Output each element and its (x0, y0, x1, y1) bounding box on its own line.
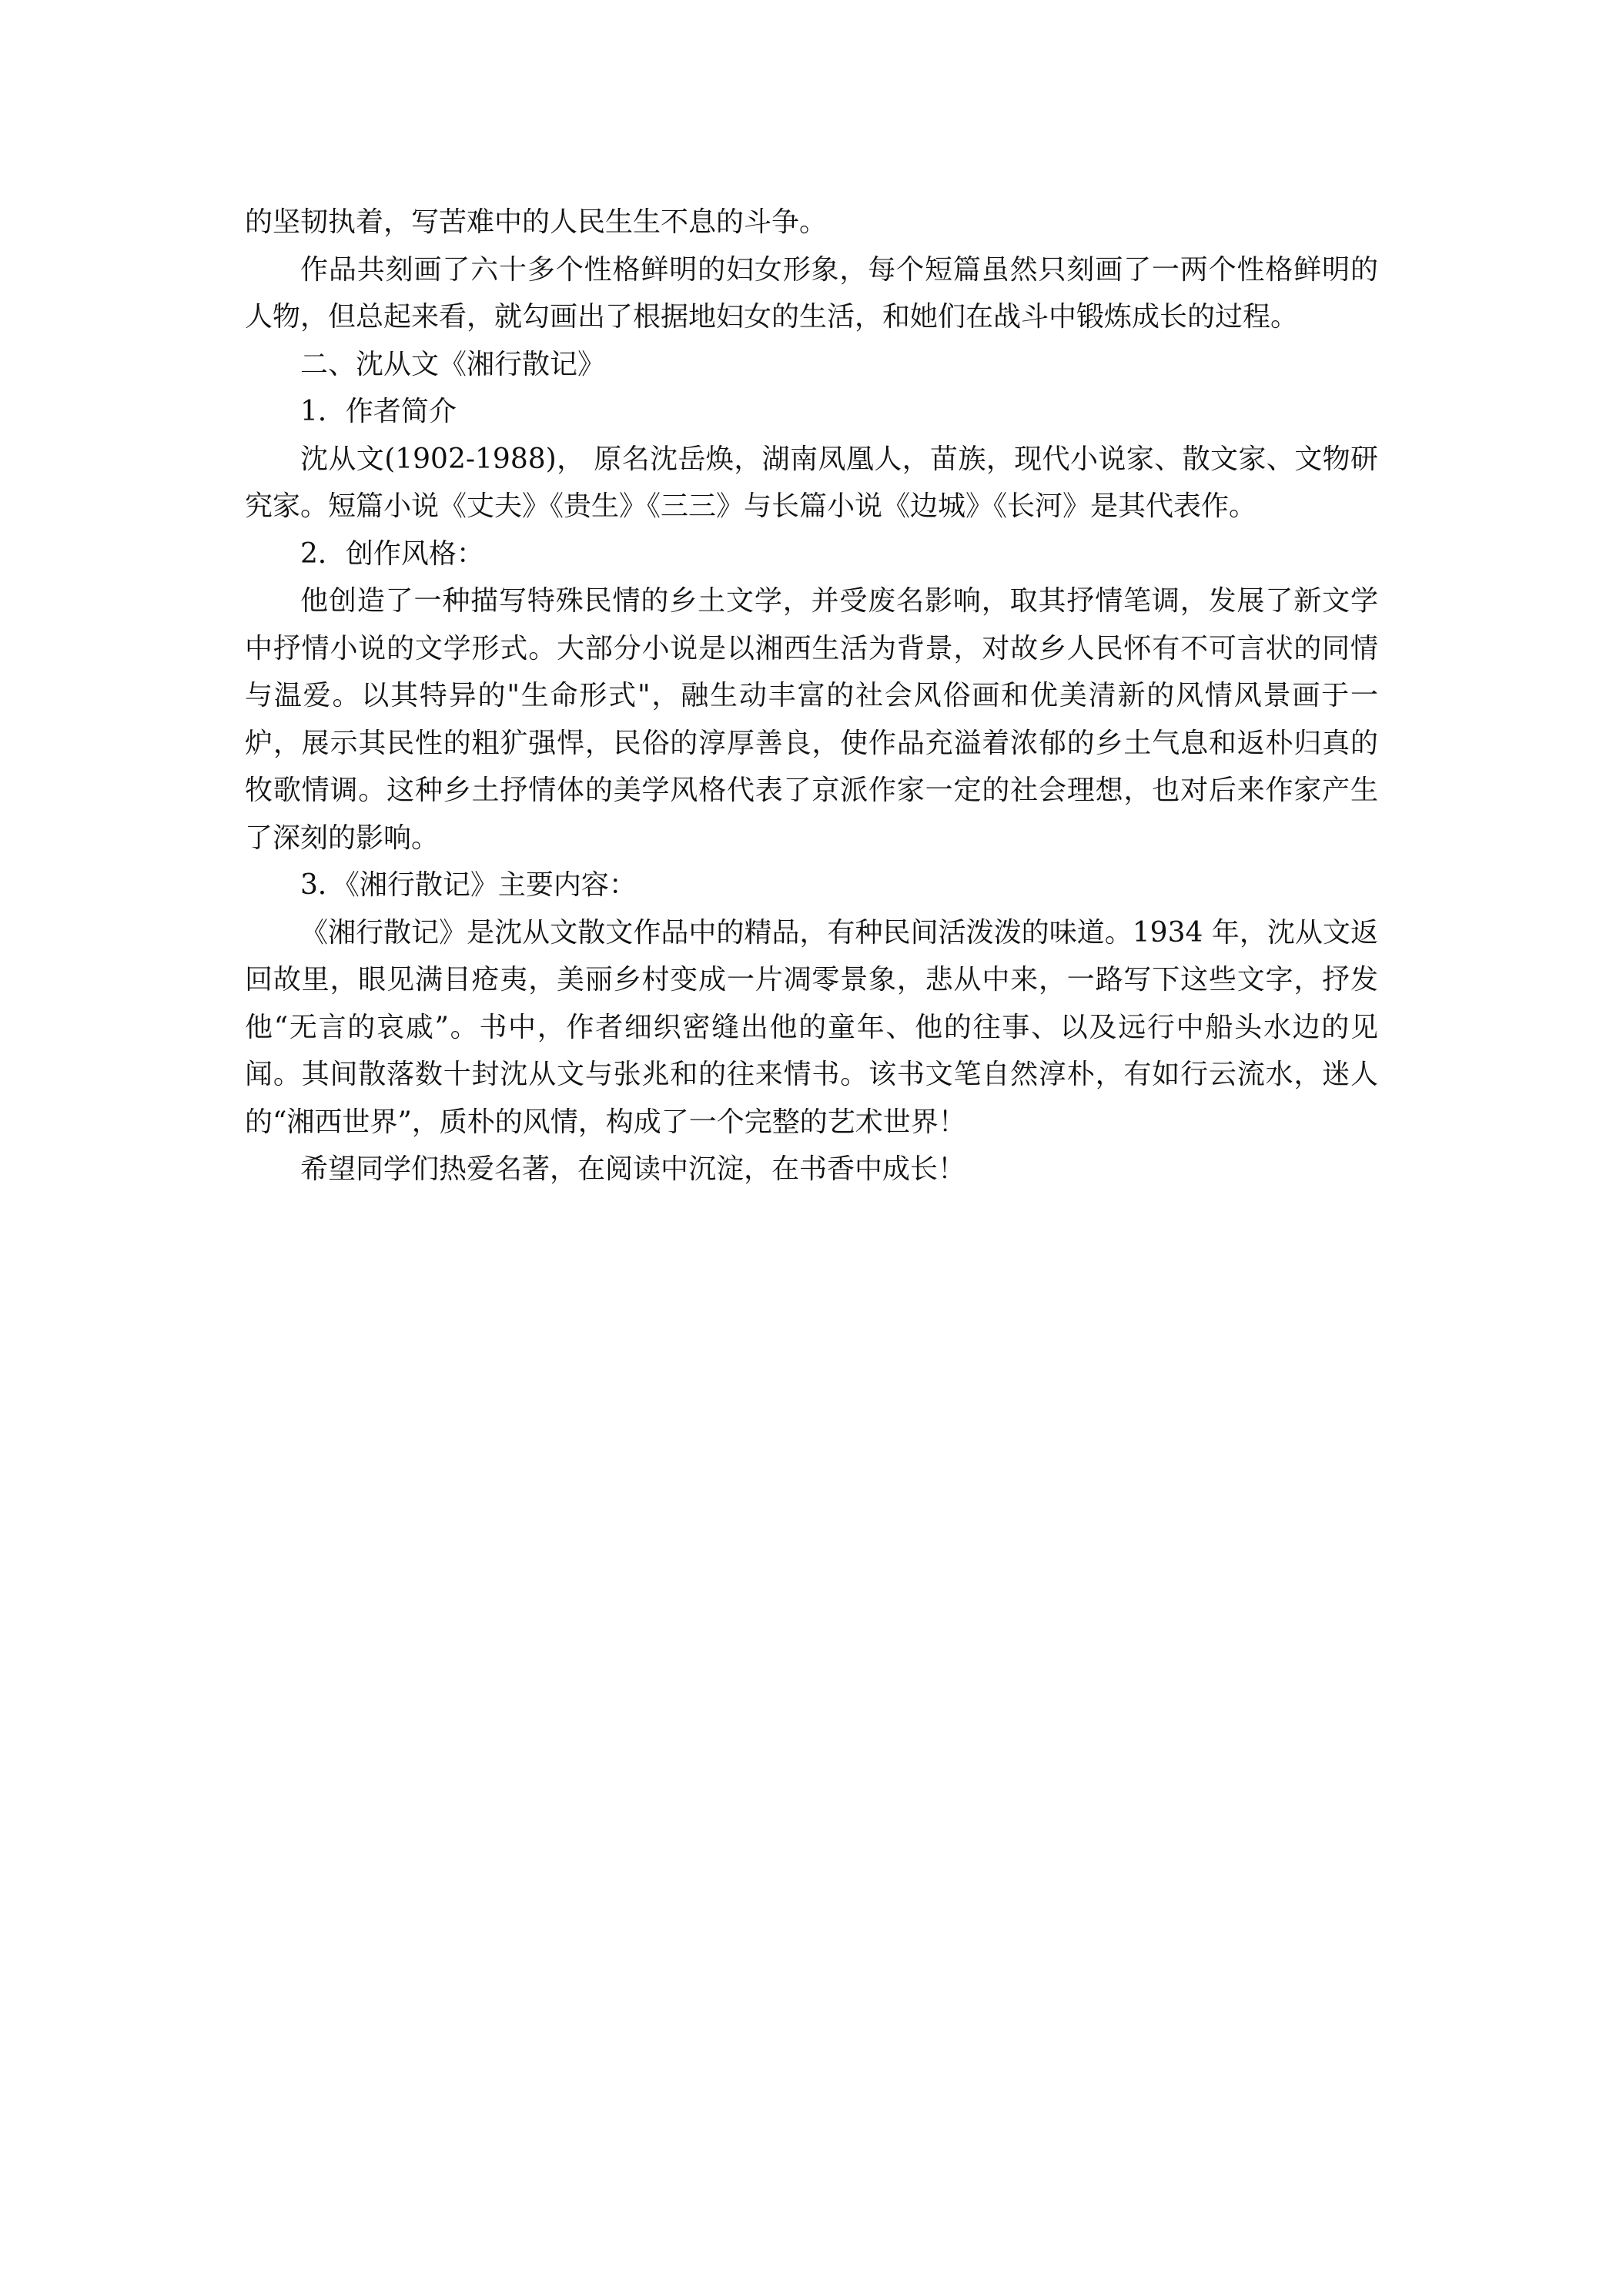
subheading-author-intro: 1．作者简介 (300, 396, 457, 427)
body-text (245, 199, 1378, 1193)
paragraph-author-intro: 沈从文(1902-1988)， 原名沈岳焕，湖南凤凰人，苗族，现代小说家、散文家、文物研究家。短篇小说《丈夫》《贵生》《三三》与长篇小说《边城》《长河》是其代表作。 (245, 443, 1378, 522)
paragraph-closing: 希望同学们热爱名著，在阅读中沉淀，在书香中成长！ (300, 1153, 966, 1185)
paragraph-main-content: 《湘行散记》是沈从文散文作品中的精品，有种民间活泼泼的味道。1934 年，沈从文返回故里，眼见满目疮夷，美丽乡村变成一片凋零景象，悲从中来，一路写下这些文字，抒发他“无言的哀戚”。书中，作者细织密缝出他的童年、他的往事、以及远行中船头水边的见闻。其间散落数十封沈从文与张兆和的往来情书。该书文笔自然淳朴，有如行云流水，迷人的“湘西世界”，质朴的风情，构成了一个完整的艺术世界！ (245, 916, 1378, 1138)
paragraph-continuation: 的坚韧执着，写苦难中的人民生生不息的斗争。 (245, 206, 828, 238)
paragraph-creative-style: 他创造了一种描写特殊民情的乡土文学，并受废名影响，取其抒情笔调，发展了新文学中抒情小说的文学形式。大部分小说是以湘西生活为背景，对故乡人民怀有不可言状的同情与温爱。以其特异的"生命形式"，融生动丰富的社会风俗画和优美清新的风情风景画于一炉，展示其民性的粗犷强悍，民俗的淳厚善良，使作品充溢着浓郁的乡土气息和返朴归真的牧歌情调。这种乡土抒情体的美学风格代表了京派作家一定的社会理想，也对后来作家产生了深刻的影响。 (245, 585, 1378, 854)
paragraph-women-portraits: 作品共刻画了六十多个性格鲜明的妇女形象，每个短篇虽然只刻画了一两个性格鲜明的人物，但总起来看，就勾画出了根据地妇女的生活，和她们在战斗中锻炼成长的过程。 (245, 253, 1378, 333)
section-heading-shen-congwen: 二、沈从文《湘行散记》 (300, 348, 606, 380)
subheading-main-content: 3．《湘行散记》主要内容： (300, 869, 637, 901)
subheading-creative-style: 2．创作风格： (300, 537, 484, 570)
